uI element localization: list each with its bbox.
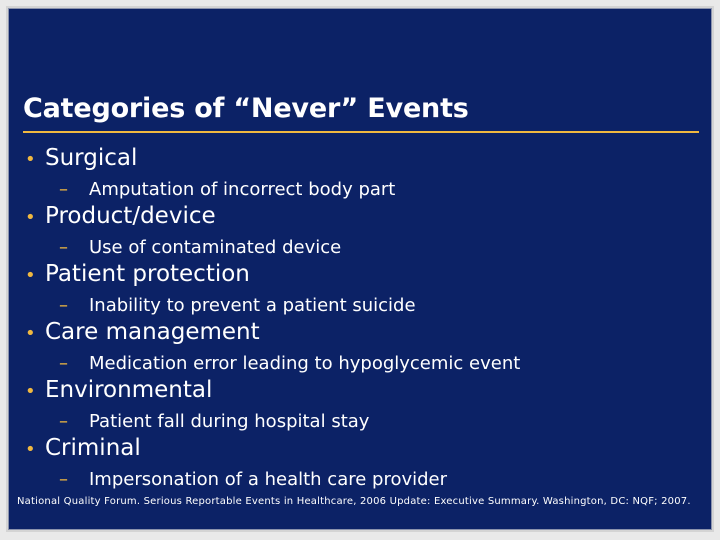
bullet-icon: •	[25, 265, 36, 286]
list-item	[25, 145, 520, 203]
category-label: Environmental	[45, 377, 213, 403]
dash-icon: –	[59, 295, 68, 316]
bullet-level2	[25, 353, 520, 377]
dash-icon: –	[59, 469, 68, 490]
bullet-level1	[25, 377, 520, 411]
category-label: Patient protection	[45, 261, 250, 287]
example-text: Medication error leading to hypoglycemic event	[89, 353, 521, 374]
bullet-icon: •	[25, 323, 36, 344]
example-text: Impersonation of a health care provider	[89, 469, 448, 490]
dash-icon: –	[59, 237, 68, 258]
bullet-level1	[25, 203, 520, 237]
dash-icon: –	[59, 411, 68, 432]
slide-title: Categories of “Never” Events	[23, 93, 469, 124]
list-item	[25, 377, 520, 435]
bullet-icon: •	[25, 207, 36, 228]
bullet-icon: •	[25, 439, 36, 460]
bullet-level2	[25, 295, 520, 319]
bullet-level2	[25, 237, 520, 261]
category-label: Care management	[45, 319, 260, 345]
title-underline	[23, 131, 699, 133]
dash-icon: –	[59, 353, 68, 374]
example-text: Patient fall during hospital stay	[89, 411, 370, 432]
bullet-level1	[25, 261, 520, 295]
dash-icon: –	[59, 179, 68, 200]
category-label: Criminal	[45, 435, 141, 461]
bullet-icon: •	[25, 381, 36, 402]
example-text: Use of contaminated device	[89, 237, 342, 258]
bullet-level1	[25, 145, 520, 179]
category-label: Product/device	[45, 203, 216, 229]
bullet-list	[25, 145, 520, 493]
bullet-level1	[25, 319, 520, 353]
list-item	[25, 319, 520, 377]
slide	[8, 8, 712, 530]
category-label: Surgical	[45, 145, 138, 171]
list-item	[25, 261, 520, 319]
list-item	[25, 435, 520, 493]
example-text: Amputation of incorrect body part	[89, 179, 396, 200]
bullet-level2	[25, 411, 520, 435]
bullet-level2	[25, 469, 520, 493]
source-citation: National Quality Forum. Serious Reportable Events in Healthcare, 2006 Update: Executive Summary. Washington, DC: NQF; 2007.	[17, 496, 691, 507]
list-item	[25, 203, 520, 261]
bullet-level1	[25, 435, 520, 469]
example-text: Inability to prevent a patient suicide	[89, 295, 416, 316]
bullet-level2	[25, 179, 520, 203]
bullet-icon: •	[25, 149, 36, 170]
